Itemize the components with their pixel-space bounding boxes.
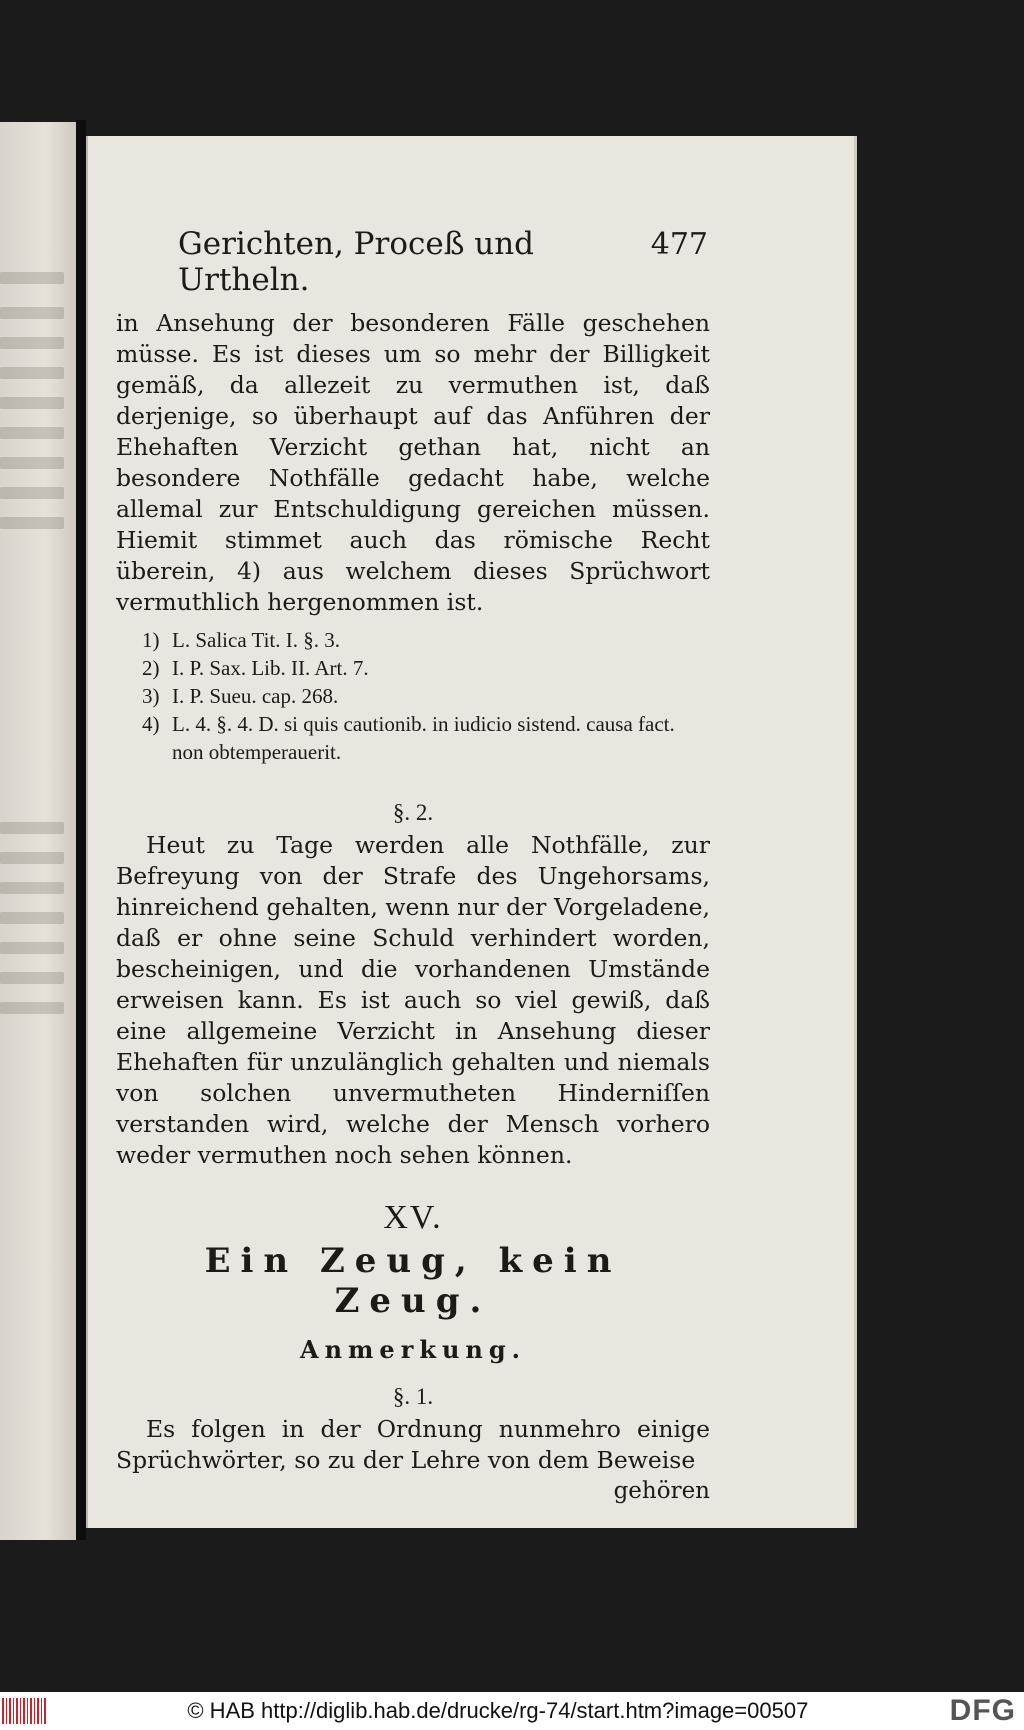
footnote-label: 3): [142, 684, 160, 708]
footnote-text: L. Salica Tit. I. §. 3.: [172, 628, 341, 652]
section-heading: §. 1.: [392, 1384, 434, 1409]
bleed-through-line: [0, 942, 64, 954]
bleed-through-line: [0, 822, 64, 834]
page-number: 477: [650, 227, 708, 262]
footnote: [142, 654, 710, 682]
footnote: [142, 626, 710, 654]
bleed-through-line: [0, 457, 64, 469]
chapter-number: XV.: [383, 1199, 443, 1236]
chapter-title: Ein Zeug, kein Zeug.: [204, 1241, 622, 1321]
footnote: [142, 710, 710, 766]
barcode-icon: [2, 1698, 46, 1724]
bleed-through-line: [0, 882, 64, 894]
footnote-label: 4): [142, 712, 160, 736]
bleed-through-line: [0, 307, 64, 319]
running-title: Gerichten, Proceß und Urtheln.: [178, 226, 535, 298]
catchword: gehören: [613, 1478, 710, 1504]
bleed-through-line: [0, 517, 64, 529]
footnotes: [142, 626, 710, 766]
remark-heading: Anmerkung.: [299, 1335, 527, 1364]
bleed-through-line: [0, 852, 64, 864]
footnote-text: L. 4. §. 4. D. si quis cautionib. in iudicio sistend. causa fact. non obtemperauerit.: [172, 712, 675, 764]
paragraph-section-2: Heut zu Tage werden alle Nothfälle, zur Befreyung von der Strafe des Ungehorsams, hinreichend gehalten, wenn nur der Vorgeladene, daß er ohne seine Schuld verhindert worden, bescheinigen, und die vorhandenen Umstände erweisen kann. Es ist auch so viel gewiß, daß eine allgemeine Verzicht in Ansehung dieser Ehehaften für unzulänglich gehalten und niemals von solchen unvermutheten Hinderniſſen verstanden wird, welche der Mensch vorhero weder vermuthen noch sehen können.: [116, 831, 710, 1169]
bleed-through-line: [0, 1002, 64, 1014]
bleed-through-line: [0, 912, 64, 924]
facing-page-edge: [0, 122, 76, 1540]
viewer-footer: [0, 1692, 1024, 1730]
footnote-label: 2): [142, 656, 160, 680]
bleed-through-line: [0, 487, 64, 499]
dfg-logo: DFG: [949, 1694, 1016, 1727]
running-header: [116, 226, 710, 298]
credit-link[interactable]: © HAB http://diglib.hab.de/drucke/rg-74/start.htm?image=00507: [187, 1698, 809, 1723]
bleed-through-line: [0, 972, 64, 984]
book-gutter: [76, 120, 86, 1540]
footnote-text: I. P. Sax. Lib. II. Art. 7.: [172, 656, 369, 680]
section-heading: §. 2.: [392, 800, 434, 825]
paragraph-continued: in Ansehung der besonderen Fälle geschehen müsse. Es ist dieses um so mehr der Billigkeit gemäß, da allezeit zu vermuthen ist, daß derjenige, so überhaupt auf das Anführen der Ehehaften Verzicht gethan hat, nicht an besondere Nothfälle gedacht habe, welche allemal zur Entschuldigung gereichen müssen. Hiemit stimmet auch das römische Recht überein, 4) aus welchem dieses Sprüchwort vermuthlich hergenommen ist.: [116, 309, 710, 616]
footnote: [142, 682, 710, 710]
paragraph-section-1: Es folgen in der Ordnung nunmehro einige Sprüchwörter, so zu der Lehre von dem Beweise: [116, 1415, 710, 1474]
bleed-through-line: [0, 272, 64, 284]
bleed-through-line: [0, 397, 64, 409]
bleed-through-line: [0, 367, 64, 379]
bleed-through-line: [0, 427, 64, 439]
bleed-through-line: [0, 337, 64, 349]
page-content: [116, 226, 710, 1504]
footnote-label: 1): [142, 628, 160, 652]
footnote-text: I. P. Sueu. cap. 268.: [172, 684, 339, 708]
